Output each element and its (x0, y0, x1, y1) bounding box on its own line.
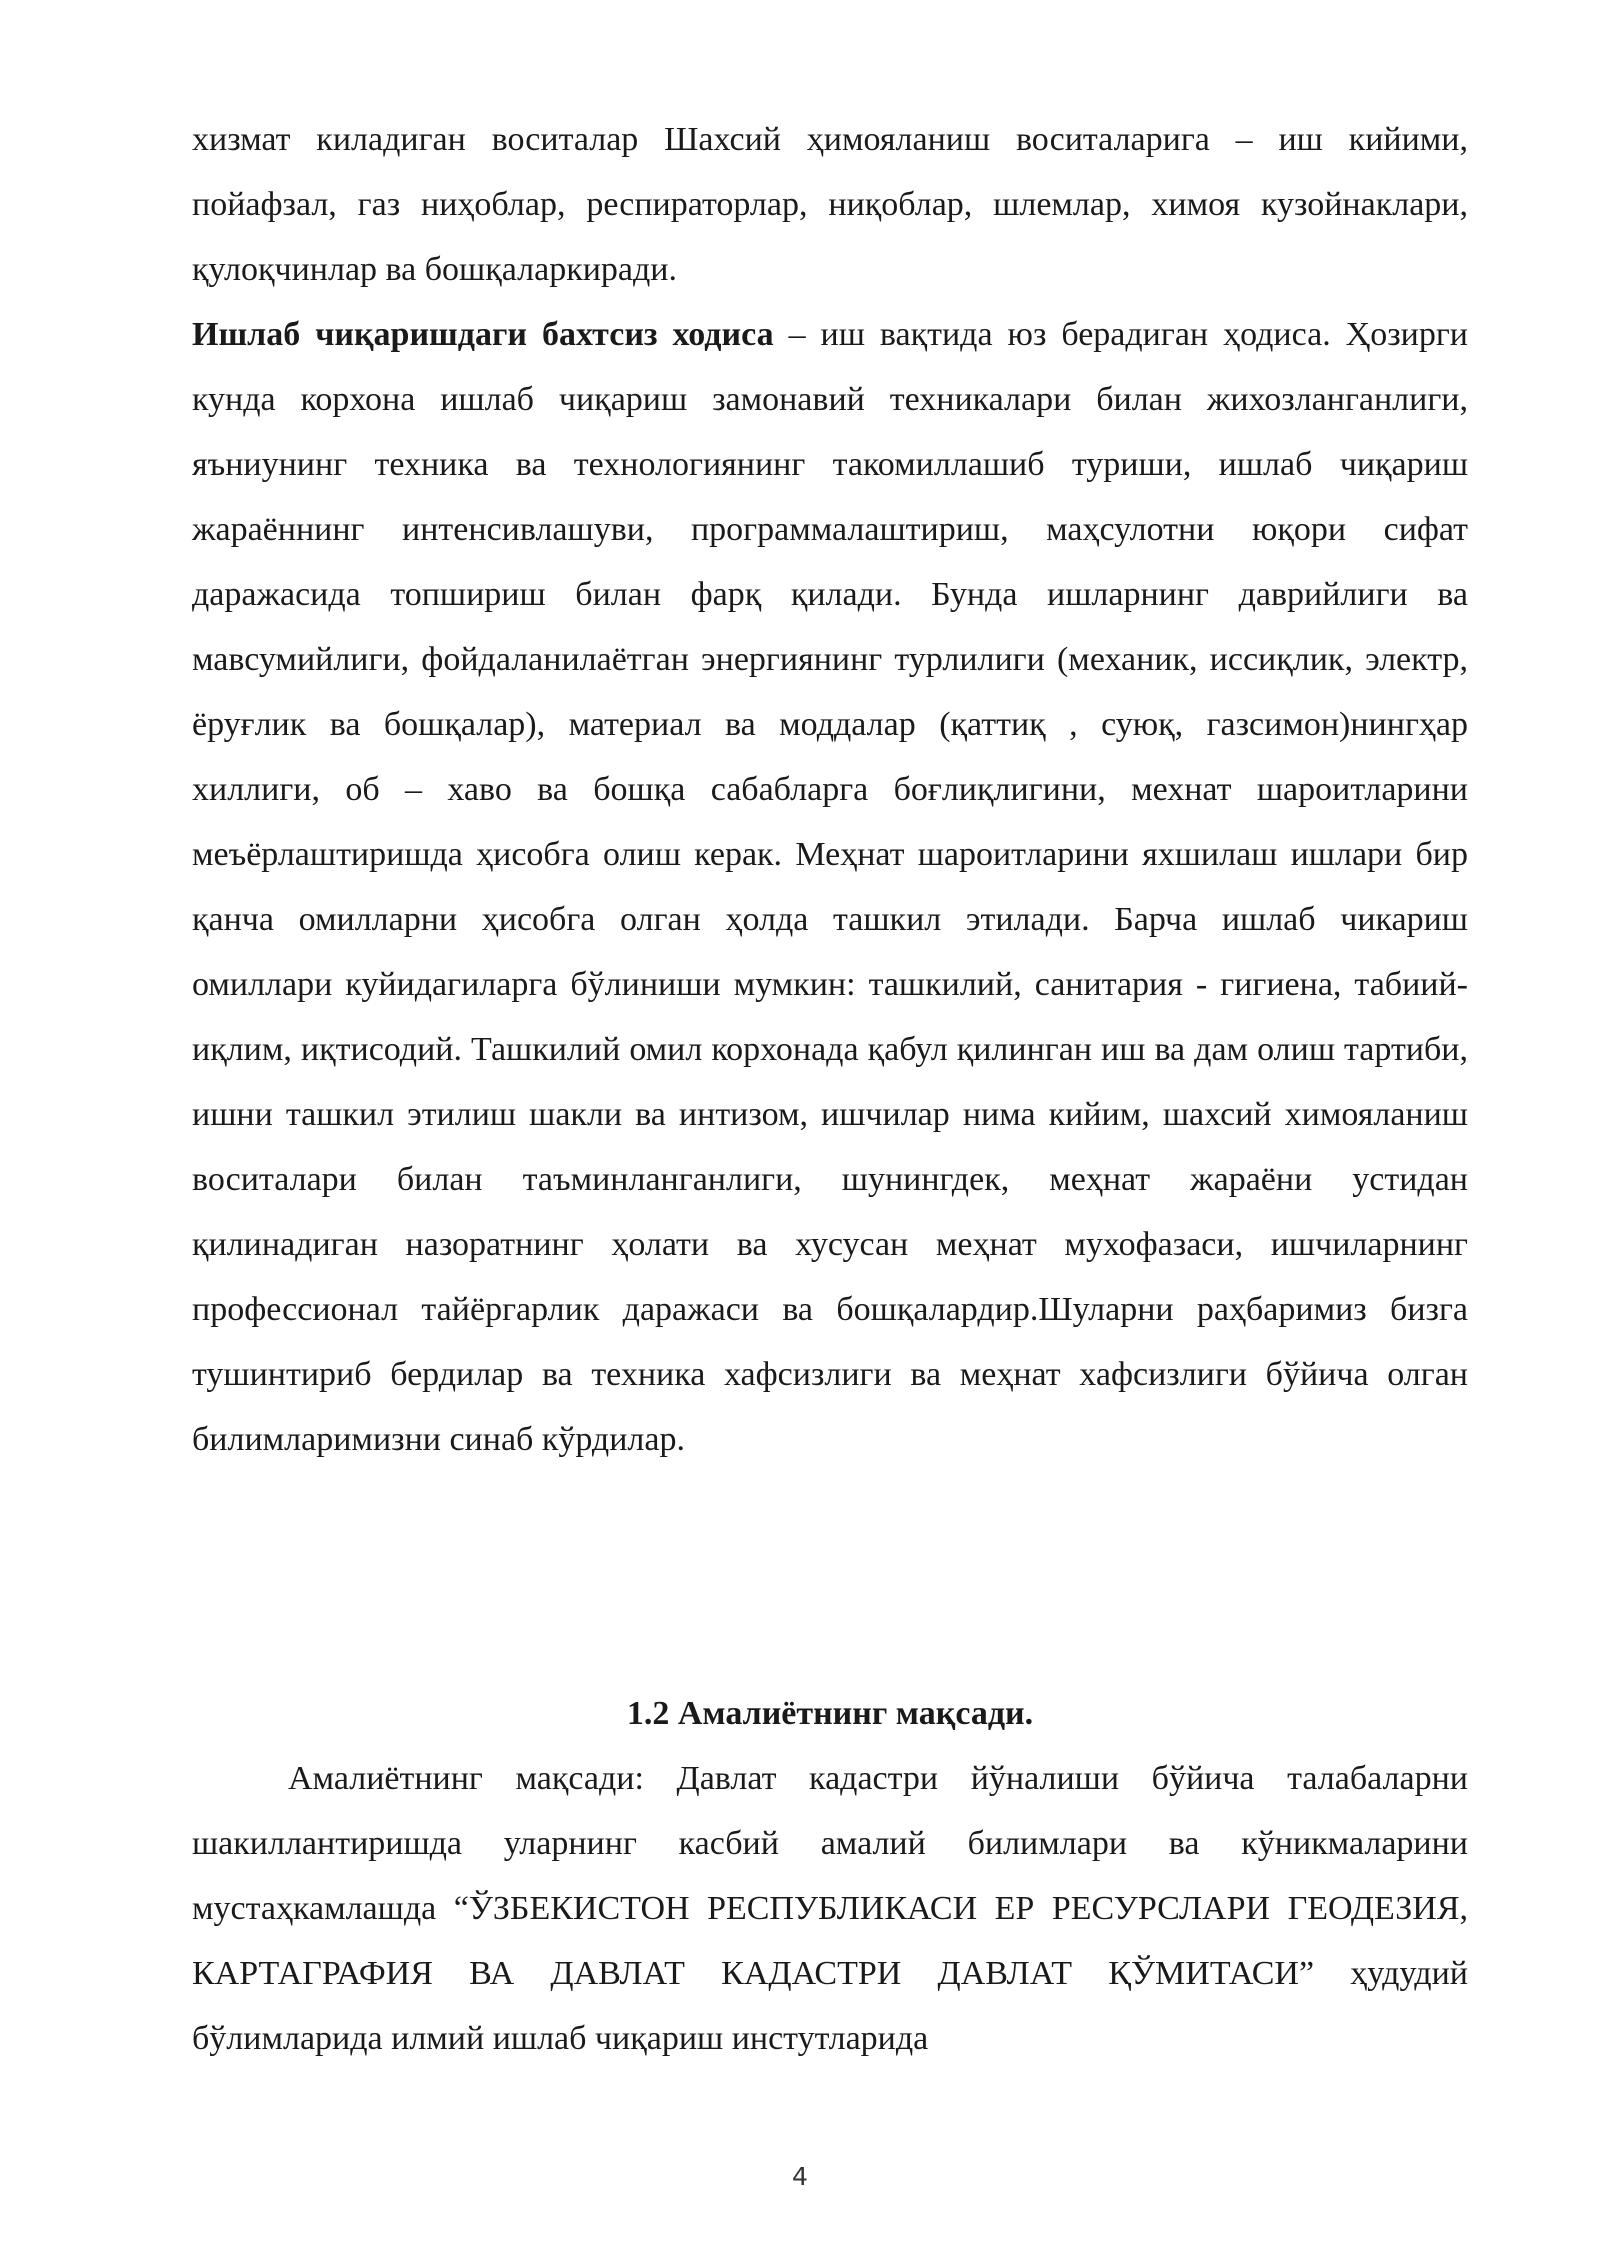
paragraph-industrial-accident-text: – иш вақтида юз берадиган ҳодиса. Ҳозирги кунда корхона ишлаб чиқариш замонавий техникалари билан жихозланганлиги, яъниунинг техника ва технологиянинг такомиллашиб туриши, ишлаб чиқариш жараённинг интенсивлашуви, программалаштириш, маҳсулотни юқори сифат даражасида топшириш билан фарқ қилади. Бунда ишларнинг даврийлиги ва мавсумийлиги, фойдаланилаётган энергиянинг турлилиги (механик, иссиқлик, электр, ёруғлик ва бошқалар), материал ва моддалар (қаттиқ , суюқ, газсимон)нингҳар хиллиги, об – хаво ва бошқа сабабларга боғлиқлигини, мехнат шароитларини меъёрлаштиришда ҳисобга олиш керак. Меҳнат шароитларини яхшилаш ишлари бир қанча омилларни ҳисобга олган ҳолда ташкил этилади. Барча ишлаб чикариш омиллари куйидагиларга бўлиниши мумкин: ташкилий, санитария - гигиена, табиий-иқлим, иқтисодий. Ташкилий омил корхонада қабул қилинган иш ва дам олиш тартиби, ишни ташкил этилиш шакли ва интизом, ишчилар нима кийим, шахсий химояланиш воситалари билан таъминланганлиги, шунингдек, меҳнат жараёни устидан қилинадиган назоратнинг ҳолати ва хусусан меҳнат мухофазаси, ишчиларнинг профессионал тайёргарлик даражаси ва бошқалардир.Шуларни раҳбаримиз бизга тушинтириб бердилар ва техника хафсизлиги ва меҳнат хафсизлиги бўйича олган билимларимизни синаб кўрдилар. (192, 316, 1468, 1458)
section-heading: 1.2 Амалиётнинг мақсади. (626, 1695, 1034, 1732)
page-number: 4 (792, 2162, 808, 2191)
term-industrial-accident: Ишлаб чиқаришдаги бахтсиз ходиса (192, 316, 774, 353)
paragraph-protective-equipment: хизмат киладиган воситалар Шахсий ҳимояланиш воситаларига – иш кийими, пойафзал, газ ниҳоблар, респираторлар, ниқоблар, шлемлар, химоя кузойнаклари, қулоқчинлар ва бошқаларкиради. (192, 121, 1468, 288)
paragraph-practice-goal: Амалиётнинг мақсади: Давлат кадастри йўналиши бўйича талабаларни шакиллантиришда уларнинг касбий амалий билимлари ва кўникмаларини мустаҳкамлашда “ЎЗБЕКИСТОН РЕСПУБЛИКАСИ ЕР РЕСУРСЛАРИ ГЕОДЕЗИЯ, КАРТАГРАФИЯ ВА ДАВЛАТ КАДАСТРИ ДАВЛАТ ҚЎМИТАСИ” ҳудудий бўлимларида илмий ишлаб чиқариш инстутларида (192, 1760, 1468, 2057)
paragraph-industrial-accident (192, 302, 1468, 1472)
